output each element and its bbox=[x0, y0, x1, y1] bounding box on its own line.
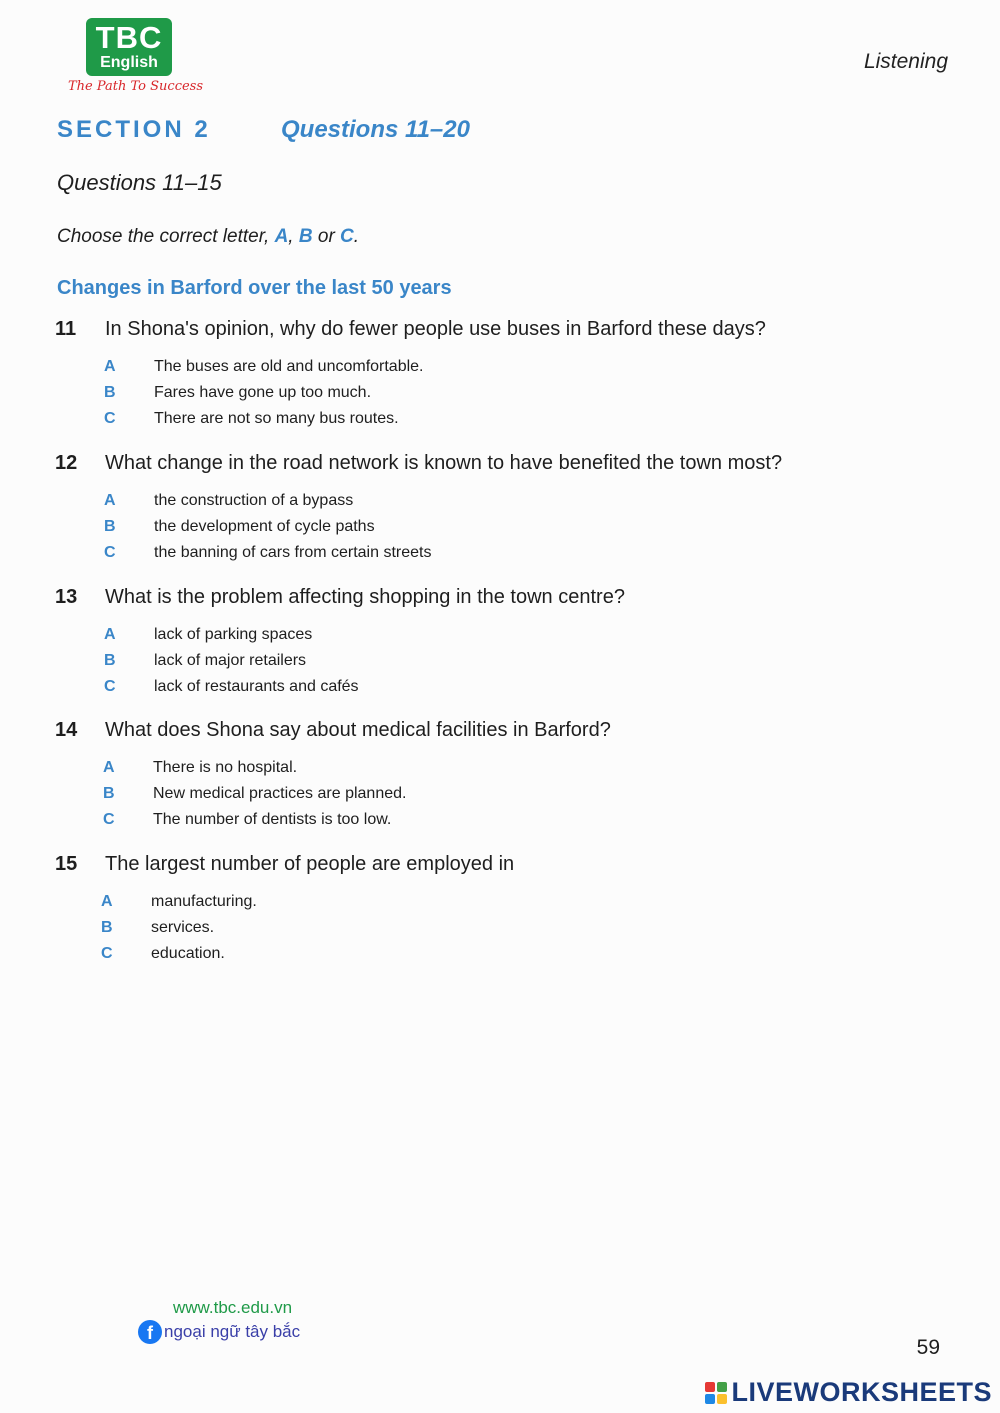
logo-tile bbox=[717, 1394, 727, 1404]
option-text: the construction of a bypass bbox=[154, 492, 354, 509]
instruction-letter-c: C bbox=[340, 226, 354, 247]
question-text: In Shona's opinion, why do fewer people use buses in Barford these days? bbox=[105, 318, 766, 340]
question-number: 14 bbox=[55, 719, 78, 741]
option-letter: A bbox=[104, 358, 116, 375]
tbc-logo bbox=[86, 18, 172, 76]
question-text: The largest number of people are employed in bbox=[105, 853, 515, 875]
facebook-label: ngoại ngữ tây bắc bbox=[164, 1322, 301, 1341]
liveworksheets-text: LIVEWORKSHEETS bbox=[731, 1377, 992, 1407]
option-letter: C bbox=[104, 410, 116, 427]
topic-heading: Changes in Barford over the last 50 years bbox=[57, 277, 452, 299]
question-text: What is the problem affecting shopping in the town centre? bbox=[105, 586, 625, 608]
question-number: 13 bbox=[55, 586, 78, 608]
instruction-letter-a: A bbox=[274, 226, 289, 247]
option-letter: B bbox=[101, 919, 113, 936]
option-text: There are not so many bus routes. bbox=[154, 410, 399, 427]
option-letter: B bbox=[104, 518, 116, 535]
liveworksheets-logo-icon bbox=[705, 1382, 727, 1404]
option-letter: C bbox=[103, 811, 115, 828]
instruction-suffix: . bbox=[353, 226, 360, 247]
website-link[interactable]: www.tbc.edu.vn bbox=[173, 1298, 293, 1317]
option-text: education. bbox=[151, 945, 225, 962]
option-letter: C bbox=[101, 945, 113, 962]
option-text: The buses are old and uncomfortable. bbox=[154, 358, 424, 375]
option-text: There is no hospital. bbox=[153, 759, 298, 776]
page-number: 59 bbox=[916, 1336, 940, 1359]
instruction-prefix: Choose the correct letter, bbox=[57, 226, 275, 247]
logo-tile bbox=[705, 1394, 715, 1404]
option-letter: A bbox=[104, 492, 116, 509]
option-text: The number of dentists is too low. bbox=[153, 811, 392, 828]
option-text: Fares have gone up too much. bbox=[154, 384, 372, 401]
question-text: What change in the road network is known to have benefited the town most? bbox=[105, 452, 783, 474]
option-letter: C bbox=[104, 678, 116, 695]
option-letter: A bbox=[104, 626, 116, 643]
option-letter: B bbox=[103, 785, 115, 802]
option-text: lack of parking spaces bbox=[154, 626, 313, 643]
option-letter: B bbox=[104, 652, 116, 669]
logo-main-text: TBC bbox=[95, 20, 163, 55]
option-text: the development of cycle paths bbox=[154, 518, 375, 535]
option-text: services. bbox=[151, 919, 215, 936]
logo-tile bbox=[705, 1382, 715, 1392]
instruction-sep-1: , bbox=[288, 226, 299, 247]
section-range: Questions 11–20 bbox=[281, 116, 470, 143]
footer-links bbox=[138, 1298, 300, 1344]
option-text: lack of major retailers bbox=[154, 652, 307, 669]
logo-tagline: The Path To Success bbox=[68, 79, 204, 94]
option-letter: A bbox=[101, 893, 113, 910]
section-label: SECTION 2 bbox=[57, 116, 211, 143]
option-letter: C bbox=[104, 544, 116, 561]
instruction-sep-2: or bbox=[312, 226, 341, 247]
facebook-icon: f bbox=[138, 1320, 162, 1344]
option-letter: A bbox=[103, 759, 115, 776]
question-text: What does Shona say about medical facilities in Barford? bbox=[105, 719, 611, 741]
section-heading bbox=[57, 116, 470, 144]
question-number: 11 bbox=[55, 318, 77, 340]
option-text: manufacturing. bbox=[151, 893, 257, 910]
option-text: the banning of cars from certain streets bbox=[154, 544, 432, 561]
question-number: 15 bbox=[55, 853, 78, 875]
liveworksheets-watermark[interactable] bbox=[705, 1377, 992, 1408]
header-listening-label: Listening bbox=[863, 50, 948, 73]
logo-tile bbox=[717, 1382, 727, 1392]
option-letter: B bbox=[104, 384, 116, 401]
option-text: lack of restaurants and cafés bbox=[154, 678, 359, 695]
option-text: New medical practices are planned. bbox=[153, 785, 407, 802]
logo-sub-text: English bbox=[100, 54, 158, 71]
facebook-link[interactable] bbox=[138, 1320, 300, 1344]
instruction-text bbox=[57, 226, 359, 248]
questions-subheading: Questions 11–15 bbox=[57, 170, 222, 195]
instruction-letter-b: B bbox=[298, 226, 313, 247]
question-number: 12 bbox=[55, 452, 78, 474]
